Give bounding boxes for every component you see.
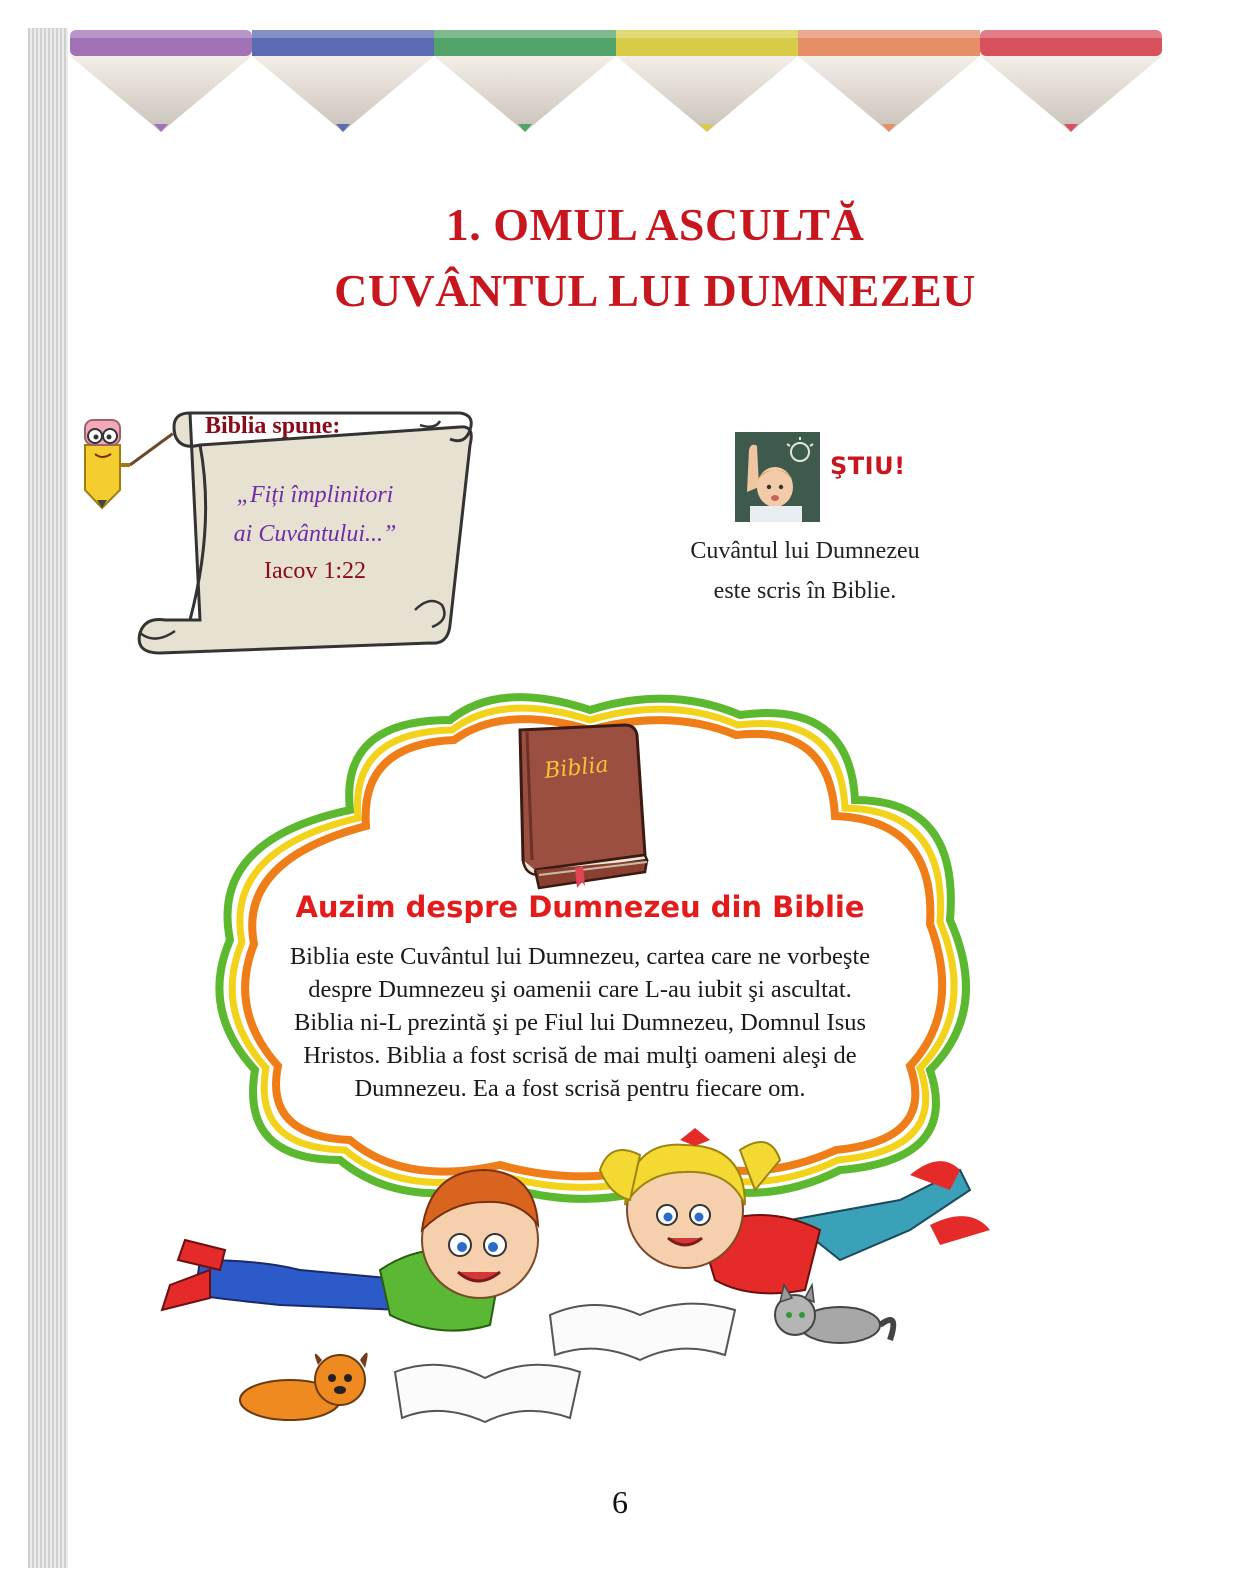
scroll-heading: Biblia spune: xyxy=(205,413,341,439)
raised-hand-child-icon xyxy=(735,432,820,522)
section-line-1: Biblia este Cuvântul lui Dumnezeu, cartea care ne vorbeşte xyxy=(289,943,871,970)
bible-book-icon xyxy=(505,720,655,895)
section-line-4: Hristos. Biblia a fost scrisă de mai mulţi oameni aleşi de xyxy=(303,1042,857,1069)
verse-reference: Iacov 1:22 xyxy=(264,558,366,584)
bible-cover-text: Biblia xyxy=(543,752,610,784)
know-text-line-2: este scris în Biblie. xyxy=(713,578,897,604)
verse-line-1: „Fiți împlinitori xyxy=(236,482,394,508)
know-label: ŞTIU! xyxy=(830,452,906,480)
children-reading-icon xyxy=(140,1110,1010,1440)
page-title-line-2: CUVÂNTUL LUI DUMNEZEU xyxy=(334,265,976,316)
section-title: Auzim despre Dumnezeu din Biblie xyxy=(295,890,865,924)
section-line-3: Biblia ni-L prezintă şi pe Fiul lui Dumnezeu, Domnul Isus xyxy=(293,1009,867,1036)
page-title-line-1: 1. OMUL ASCULTĂ xyxy=(445,199,865,250)
side-stripe xyxy=(28,28,68,1568)
page-number: 6 xyxy=(612,1484,628,1520)
section-line-5: Dumnezeu. Ea a fost scrisă pentru fiecare om. xyxy=(354,1075,806,1102)
pencil-border-icon xyxy=(70,30,1162,140)
verse-line-2: ai Cuvântului...” xyxy=(233,521,397,547)
know-text-line-1: Cuvântul lui Dumnezeu xyxy=(690,538,920,564)
section-line-2: despre Dumnezeu şi oamenii care L-au iubit şi ascultat. xyxy=(308,976,852,1003)
